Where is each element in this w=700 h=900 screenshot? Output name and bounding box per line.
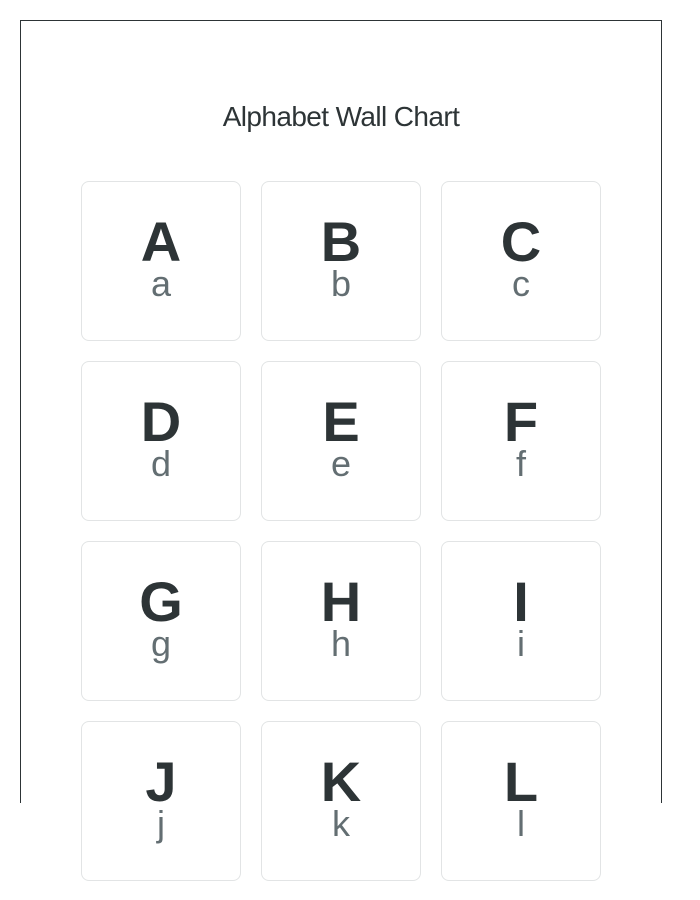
lowercase-letter: h bbox=[330, 623, 352, 664]
lowercase-letter: f bbox=[515, 443, 526, 484]
letter-card-f[interactable] bbox=[441, 361, 601, 521]
letter-grid bbox=[81, 181, 601, 881]
uppercase-letter: F bbox=[503, 390, 539, 453]
lowercase-letter: d bbox=[150, 443, 172, 484]
wall-chart-frame bbox=[20, 20, 662, 844]
uppercase-letter: A bbox=[140, 210, 182, 273]
lowercase-letter: e bbox=[330, 443, 352, 484]
lowercase-letter: l bbox=[517, 803, 525, 844]
lowercase-letter: j bbox=[157, 803, 165, 844]
lowercase-letter: i bbox=[517, 623, 525, 664]
letter-card-i[interactable] bbox=[441, 541, 601, 701]
uppercase-letter: C bbox=[500, 210, 542, 273]
letter-card-b[interactable] bbox=[261, 181, 421, 341]
lowercase-letter: a bbox=[150, 263, 172, 304]
letter-card-a[interactable] bbox=[81, 181, 241, 341]
lowercase-letter: b bbox=[330, 263, 352, 304]
letter-card-k[interactable] bbox=[261, 721, 421, 881]
letter-card-e[interactable] bbox=[261, 361, 421, 521]
letter-card-j[interactable] bbox=[81, 721, 241, 881]
letter-card-h[interactable] bbox=[261, 541, 421, 701]
uppercase-letter: I bbox=[513, 570, 529, 633]
uppercase-letter: G bbox=[139, 570, 183, 633]
uppercase-letter: L bbox=[503, 750, 539, 813]
letter-card-d[interactable] bbox=[81, 361, 241, 521]
uppercase-letter: E bbox=[322, 390, 360, 453]
uppercase-letter: K bbox=[320, 750, 362, 813]
page-title: Alphabet Wall Chart bbox=[222, 101, 460, 132]
letter-card-g[interactable] bbox=[81, 541, 241, 701]
lowercase-letter: g bbox=[150, 623, 172, 664]
uppercase-letter: D bbox=[140, 390, 182, 453]
lowercase-letter: k bbox=[332, 803, 350, 844]
uppercase-letter: J bbox=[145, 750, 177, 813]
letter-card-l[interactable] bbox=[441, 721, 601, 881]
letter-card-c[interactable] bbox=[441, 181, 601, 341]
uppercase-letter: B bbox=[320, 210, 362, 273]
uppercase-letter: H bbox=[320, 570, 362, 633]
lowercase-letter: c bbox=[512, 263, 530, 304]
